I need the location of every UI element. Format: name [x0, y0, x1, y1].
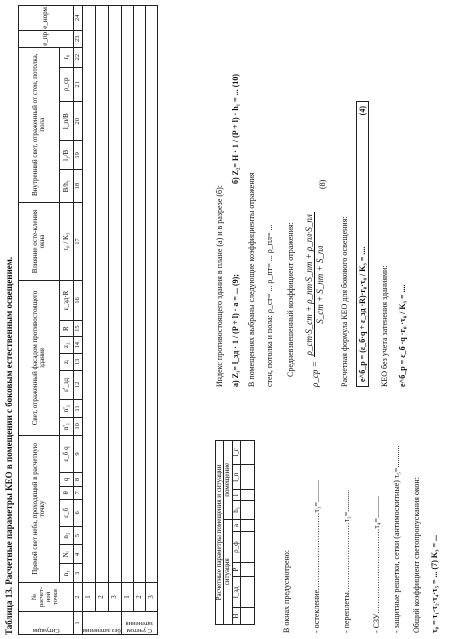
params-table — [215, 440, 255, 625]
no-building-formula: e^б_р = ε_б ·q ·r₀ ·τ₀ / K₃ = .... — [398, 284, 407, 387]
column-number: 24 — [74, 6, 83, 31]
building-index: Индекс противостоящего здания в плане (а) и в разрезе (б): — [215, 185, 224, 387]
side-label: Расчетная формула КЕО для бокового освещения: — [340, 216, 349, 387]
point-cell: 1 — [83, 583, 96, 612]
col-enorm: e_норм — [19, 6, 74, 31]
group-without: без затенения — [83, 612, 122, 635]
column-numbers-row — [74, 6, 83, 635]
window-item-szu: - СЗУ..................................τ₄=........... — [372, 496, 381, 633]
column-number: 21 — [74, 67, 83, 102]
point-cell: 3 — [108, 583, 121, 612]
param-H: H — [232, 608, 240, 625]
column-number: 10 — [74, 417, 83, 435]
side-formula: e^б_р = (ε_б·q + ε_зд ·R)·r₀·τ₀ / K₃ = .... — [358, 246, 367, 382]
sub-n2: n₂ — [60, 526, 74, 545]
column-number: 7 — [74, 486, 83, 499]
sub-zi: zᵢ — [60, 354, 74, 371]
weighted-label: Средневзвешенный коэффициент отражения: — [286, 222, 295, 377]
tau0-formula: τ₀ = τ₁·τ₂·τ₄·τ₅ = ... (7) K₃ = ... — [430, 534, 439, 633]
column-number: 18 — [74, 170, 83, 202]
group-internal: Внутренний свет, отраженный от стен, потолка, пола — [19, 47, 60, 202]
column-number: 23 — [74, 30, 83, 47]
param-l: l — [232, 490, 240, 500]
side-formula-box — [356, 101, 369, 387]
column-number: 9 — [74, 435, 83, 473]
sub-Ni: Nᵢ — [60, 545, 74, 564]
column-number: 5 — [74, 526, 83, 545]
data-row-empty — [145, 6, 157, 583]
param-rhof: ρ_ф — [232, 532, 240, 562]
eq-4: (4) — [358, 106, 367, 116]
page-title: Таблица 13. Расчетные параметры КЕО в помещении с боковым естественным освещением. — [4, 256, 14, 635]
reflection-values: стен, потолка и пола: ρ_ст= ... ρ_пт= ... ρ_пл= ... — [265, 224, 274, 387]
rho-formula: ρ_ср = ρ_ст·S_ст + ρ_пт·S_пт + ρ_пл·S_пл S_ст + S_пт + S_пл — [304, 214, 325, 387]
sub-eb: ε_б — [60, 499, 74, 526]
point-cell: 2 — [133, 583, 145, 612]
column-number: 15 — [74, 320, 83, 337]
sub-z2: z₂ — [60, 337, 74, 354]
col-situation: Ситуация — [19, 612, 74, 635]
no-building-label: КЕО без учета затенения зданиями: — [380, 265, 389, 387]
sub-R: R — [60, 320, 74, 337]
column-number: 13 — [74, 354, 83, 371]
column-number: 19 — [74, 141, 83, 170]
sub-lpB: l_п/B — [60, 102, 74, 141]
column-number: 4 — [74, 545, 83, 564]
group-with: С учетом затенения — [121, 612, 157, 635]
point-cell: 1 — [121, 583, 133, 612]
window-item-grilles: - защитные решетки, сетки (антимоскитные) τ₅=........... — [392, 445, 401, 633]
params-caption: Расчетные параметры помещения и ситуации — [216, 441, 224, 625]
col-point: № расчет-ной точки — [19, 583, 74, 612]
reflection-intro: В помещениях выбраны следующие коэффициенты отражения — [247, 172, 256, 387]
data-row-empty — [121, 6, 133, 583]
data-row-empty — [108, 6, 121, 583]
window-general: Общий коэффициент светопропускания окон: — [412, 477, 421, 633]
group-reflected: Свет, отраженный фасадом противостоящего здания — [19, 281, 60, 436]
sub-theta: θ — [60, 486, 74, 499]
column-number: 16 — [74, 281, 83, 321]
column-number: 8 — [74, 473, 83, 486]
sub-ebq: ε_б q — [60, 435, 74, 473]
window-heading: В окнах предусмотрено: — [282, 549, 291, 633]
sub-l1B: l₁/B — [60, 141, 74, 170]
group-influence: Влияние осте-кления окна — [19, 202, 60, 280]
sub-rho: ρ_ср — [60, 67, 74, 102]
sub-ezdR: ε_зд·R — [60, 281, 74, 321]
params-room: помещение — [224, 441, 232, 520]
formula-a: а) Z₁= l_зд · 1 / (P + l) · a = ... (9); — [231, 274, 240, 387]
column-number: 2 — [74, 583, 83, 612]
data-row-empty — [83, 6, 96, 583]
main-table — [18, 5, 158, 635]
window-item-frames: - переплеты............................τ₂=........... — [342, 489, 351, 633]
param-P: P — [232, 562, 240, 576]
sub-n1: n₁ — [60, 564, 74, 583]
sub-tau: τ₀ / K₃ — [60, 202, 74, 280]
window-item-glazing: - остекление...............................τ₁=........... — [312, 479, 321, 633]
sub-n1p: n'₁ — [60, 417, 74, 435]
column-number: 14 — [74, 337, 83, 354]
point-cell: 3 — [145, 583, 157, 612]
formula-b: б) Z₂= H · 1 / (P + l) · h₁ = ... (10) — [231, 73, 240, 184]
column-number: 3 — [74, 564, 83, 583]
param-lp: l_п — [232, 464, 240, 490]
eq-8: (8) — [318, 179, 327, 189]
param-lzd: l_зд — [232, 577, 240, 608]
column-number: 12 — [74, 370, 83, 400]
param-lg: l_г — [232, 441, 240, 465]
column-number: 22 — [74, 47, 83, 67]
column-number: 17 — [74, 202, 83, 280]
column-number: 6 — [74, 499, 83, 526]
data-row-empty — [133, 6, 145, 583]
param-h1: h₁ — [232, 500, 240, 519]
point-cell: 2 — [95, 583, 108, 612]
param-a: a — [232, 519, 240, 532]
column-number: 20 — [74, 102, 83, 141]
group-direct: Прямой свет неба, проходящий в расчетную точку — [19, 435, 60, 582]
sub-q: q — [60, 473, 74, 486]
column-number: 11 — [74, 400, 83, 418]
data-row-empty — [95, 6, 108, 583]
column-number: 1 — [74, 612, 83, 635]
sub-Bh1: B/h₁ — [60, 170, 74, 202]
sub-ezd: ε'_зд — [60, 370, 74, 400]
sub-n2p: n'₂ — [60, 400, 74, 418]
sub-r0: r₀ — [60, 47, 74, 67]
col-eop: e_пр — [19, 30, 74, 47]
params-situation: ситуация — [224, 519, 232, 624]
